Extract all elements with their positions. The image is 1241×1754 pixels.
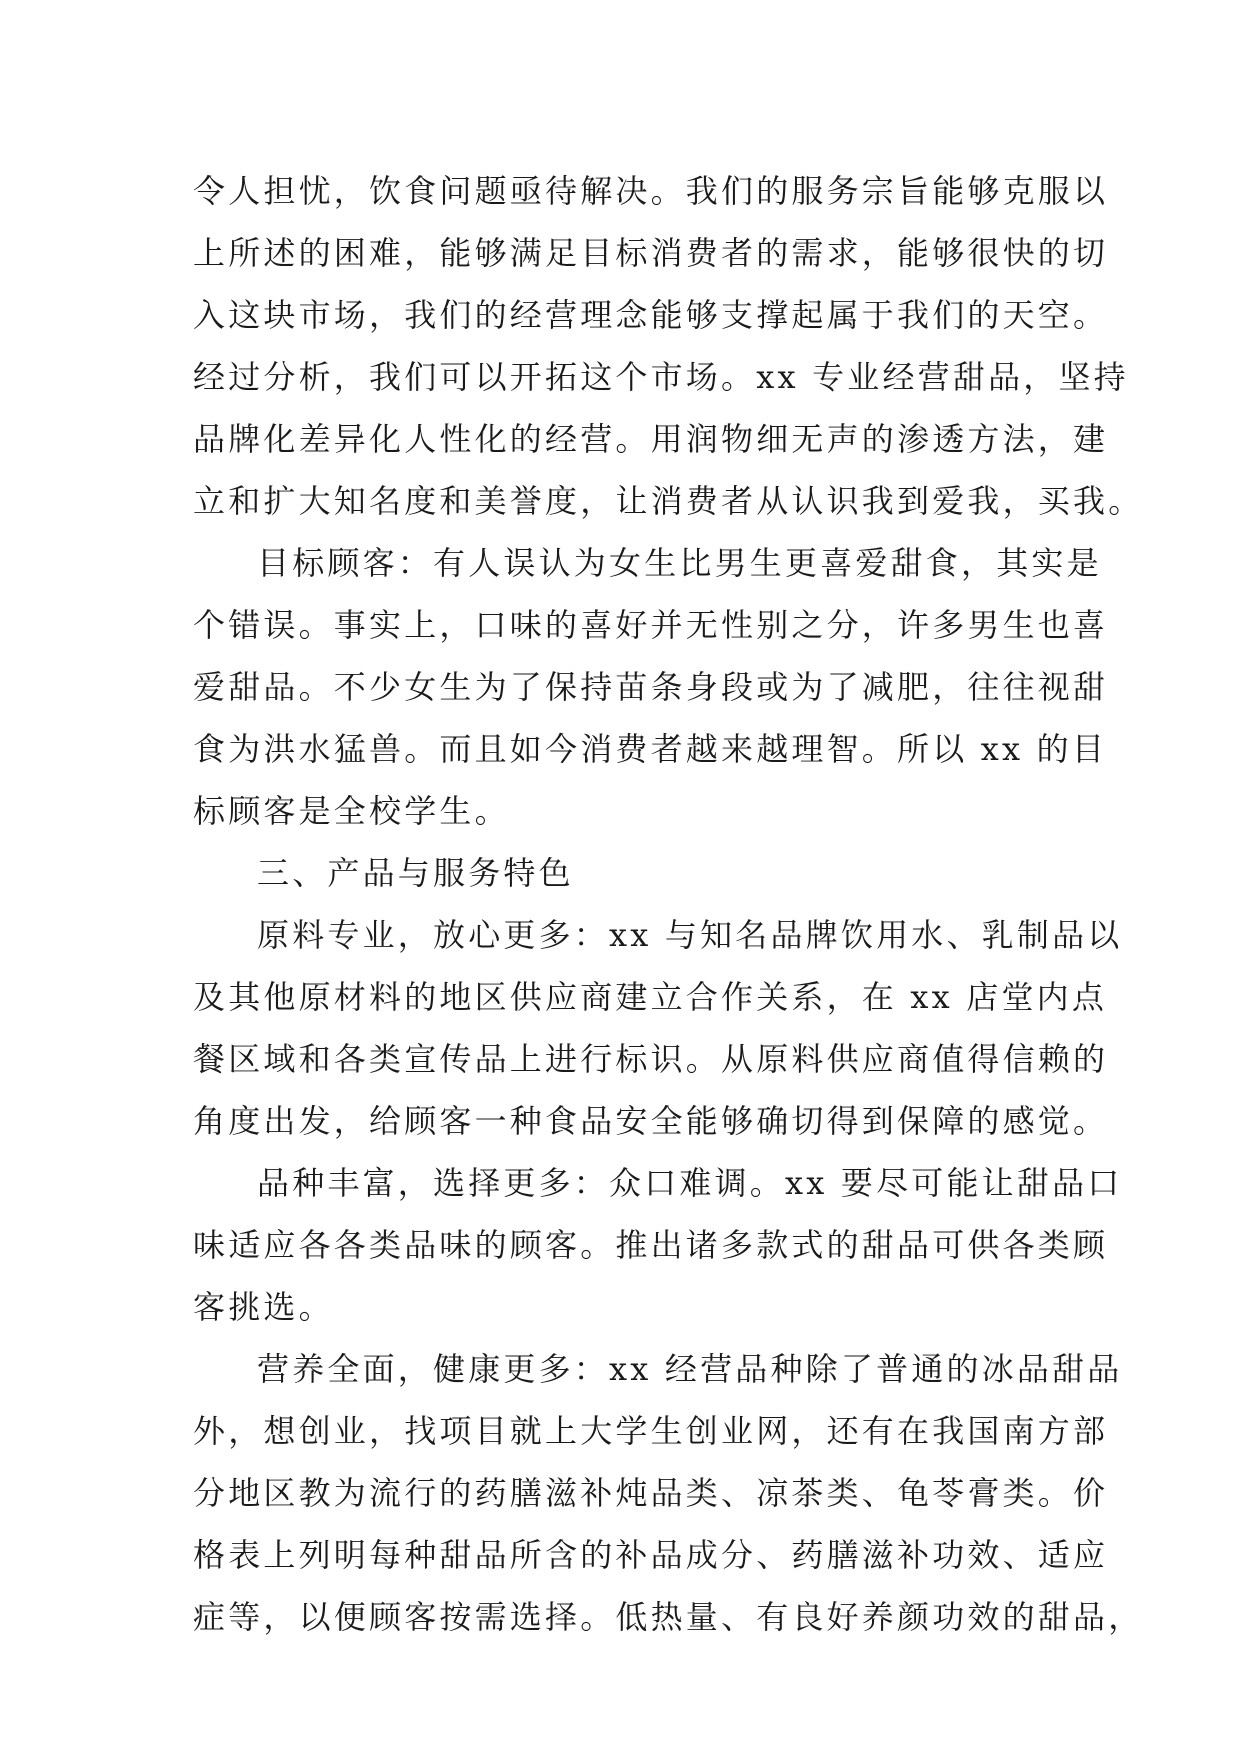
text-line-19: 客挑选。 bbox=[193, 1288, 334, 1326]
paragraph-nutrition-line-1: 营养全面，健康更多：xx 经营品种除了普通的冰品甜品 bbox=[257, 1350, 1123, 1388]
text-line-14: 及其他原材料的地区供应商建立合作关系，在 xx 店堂内点 bbox=[193, 978, 1108, 1016]
paragraph-target-customers-line-1: 目标顾客：有人误认为女生比男生更喜爱甜食，其实是 bbox=[257, 544, 1102, 582]
paragraph-variety-line-1: 品种丰富，选择更多：众口难调。xx 要尽可能让甜品口 bbox=[257, 1164, 1123, 1202]
text-line-4: 经过分析，我们可以开拓这个市场。xx 专业经营甜品，坚持 bbox=[193, 358, 1129, 396]
text-line-24: 症等，以便顾客按需选择。低热量、有良好养颜功效的甜品， bbox=[193, 1598, 1144, 1636]
text-line-6: 立和扩大知名度和美誉度，让消费者从认识我到爱我，买我。 bbox=[193, 482, 1144, 520]
text-line-16: 角度出发，给顾客一种食品安全能够确切得到保障的感觉。 bbox=[193, 1102, 1109, 1140]
text-line-8: 个错误。事实上，口味的喜好并无性别之分，许多男生也喜 bbox=[193, 606, 1109, 644]
document-body bbox=[193, 160, 1144, 1648]
text-line-22: 分地区教为流行的药膳滋补炖品类、凉茶类、龟苓膏类。价 bbox=[193, 1474, 1109, 1512]
text-line-15: 餐区域和各类宣传品上进行标识。从原料供应商值得信赖的 bbox=[193, 1040, 1109, 1078]
paragraph-materials-line-1: 原料专业，放心更多：xx 与知名品牌饮用水、乳制品以 bbox=[257, 916, 1123, 954]
text-line-9: 爱甜品。不少女生为了保持苗条身段或为了减肥，往往视甜 bbox=[193, 668, 1109, 706]
section-heading-products-services: 三、产品与服务特色 bbox=[257, 854, 574, 892]
text-line-5: 品牌化差异化人性化的经营。用润物细无声的渗透方法，建 bbox=[193, 420, 1109, 458]
text-line-18: 味适应各各类品味的顾客。推出诸多款式的甜品可供各类顾 bbox=[193, 1226, 1109, 1264]
text-line-3: 入这块市场，我们的经营理念能够支撑起属于我们的天空。 bbox=[193, 296, 1109, 334]
text-line-21: 外，想创业，找项目就上大学生创业网，还有在我国南方部 bbox=[193, 1412, 1109, 1450]
text-line-2: 上所述的困难，能够满足目标消费者的需求，能够很快的切 bbox=[193, 234, 1109, 272]
text-line-23: 格表上列明每种甜品所含的补品成分、药膳滋补功效、适应 bbox=[193, 1536, 1109, 1574]
text-line-10: 食为洪水猛兽。而且如今消费者越来越理智。所以 xx 的目 bbox=[193, 730, 1108, 768]
text-line-11: 标顾客是全校学生。 bbox=[193, 792, 510, 830]
text-line-1: 令人担忧，饮食问题亟待解决。我们的服务宗旨能够克服以 bbox=[193, 172, 1109, 210]
